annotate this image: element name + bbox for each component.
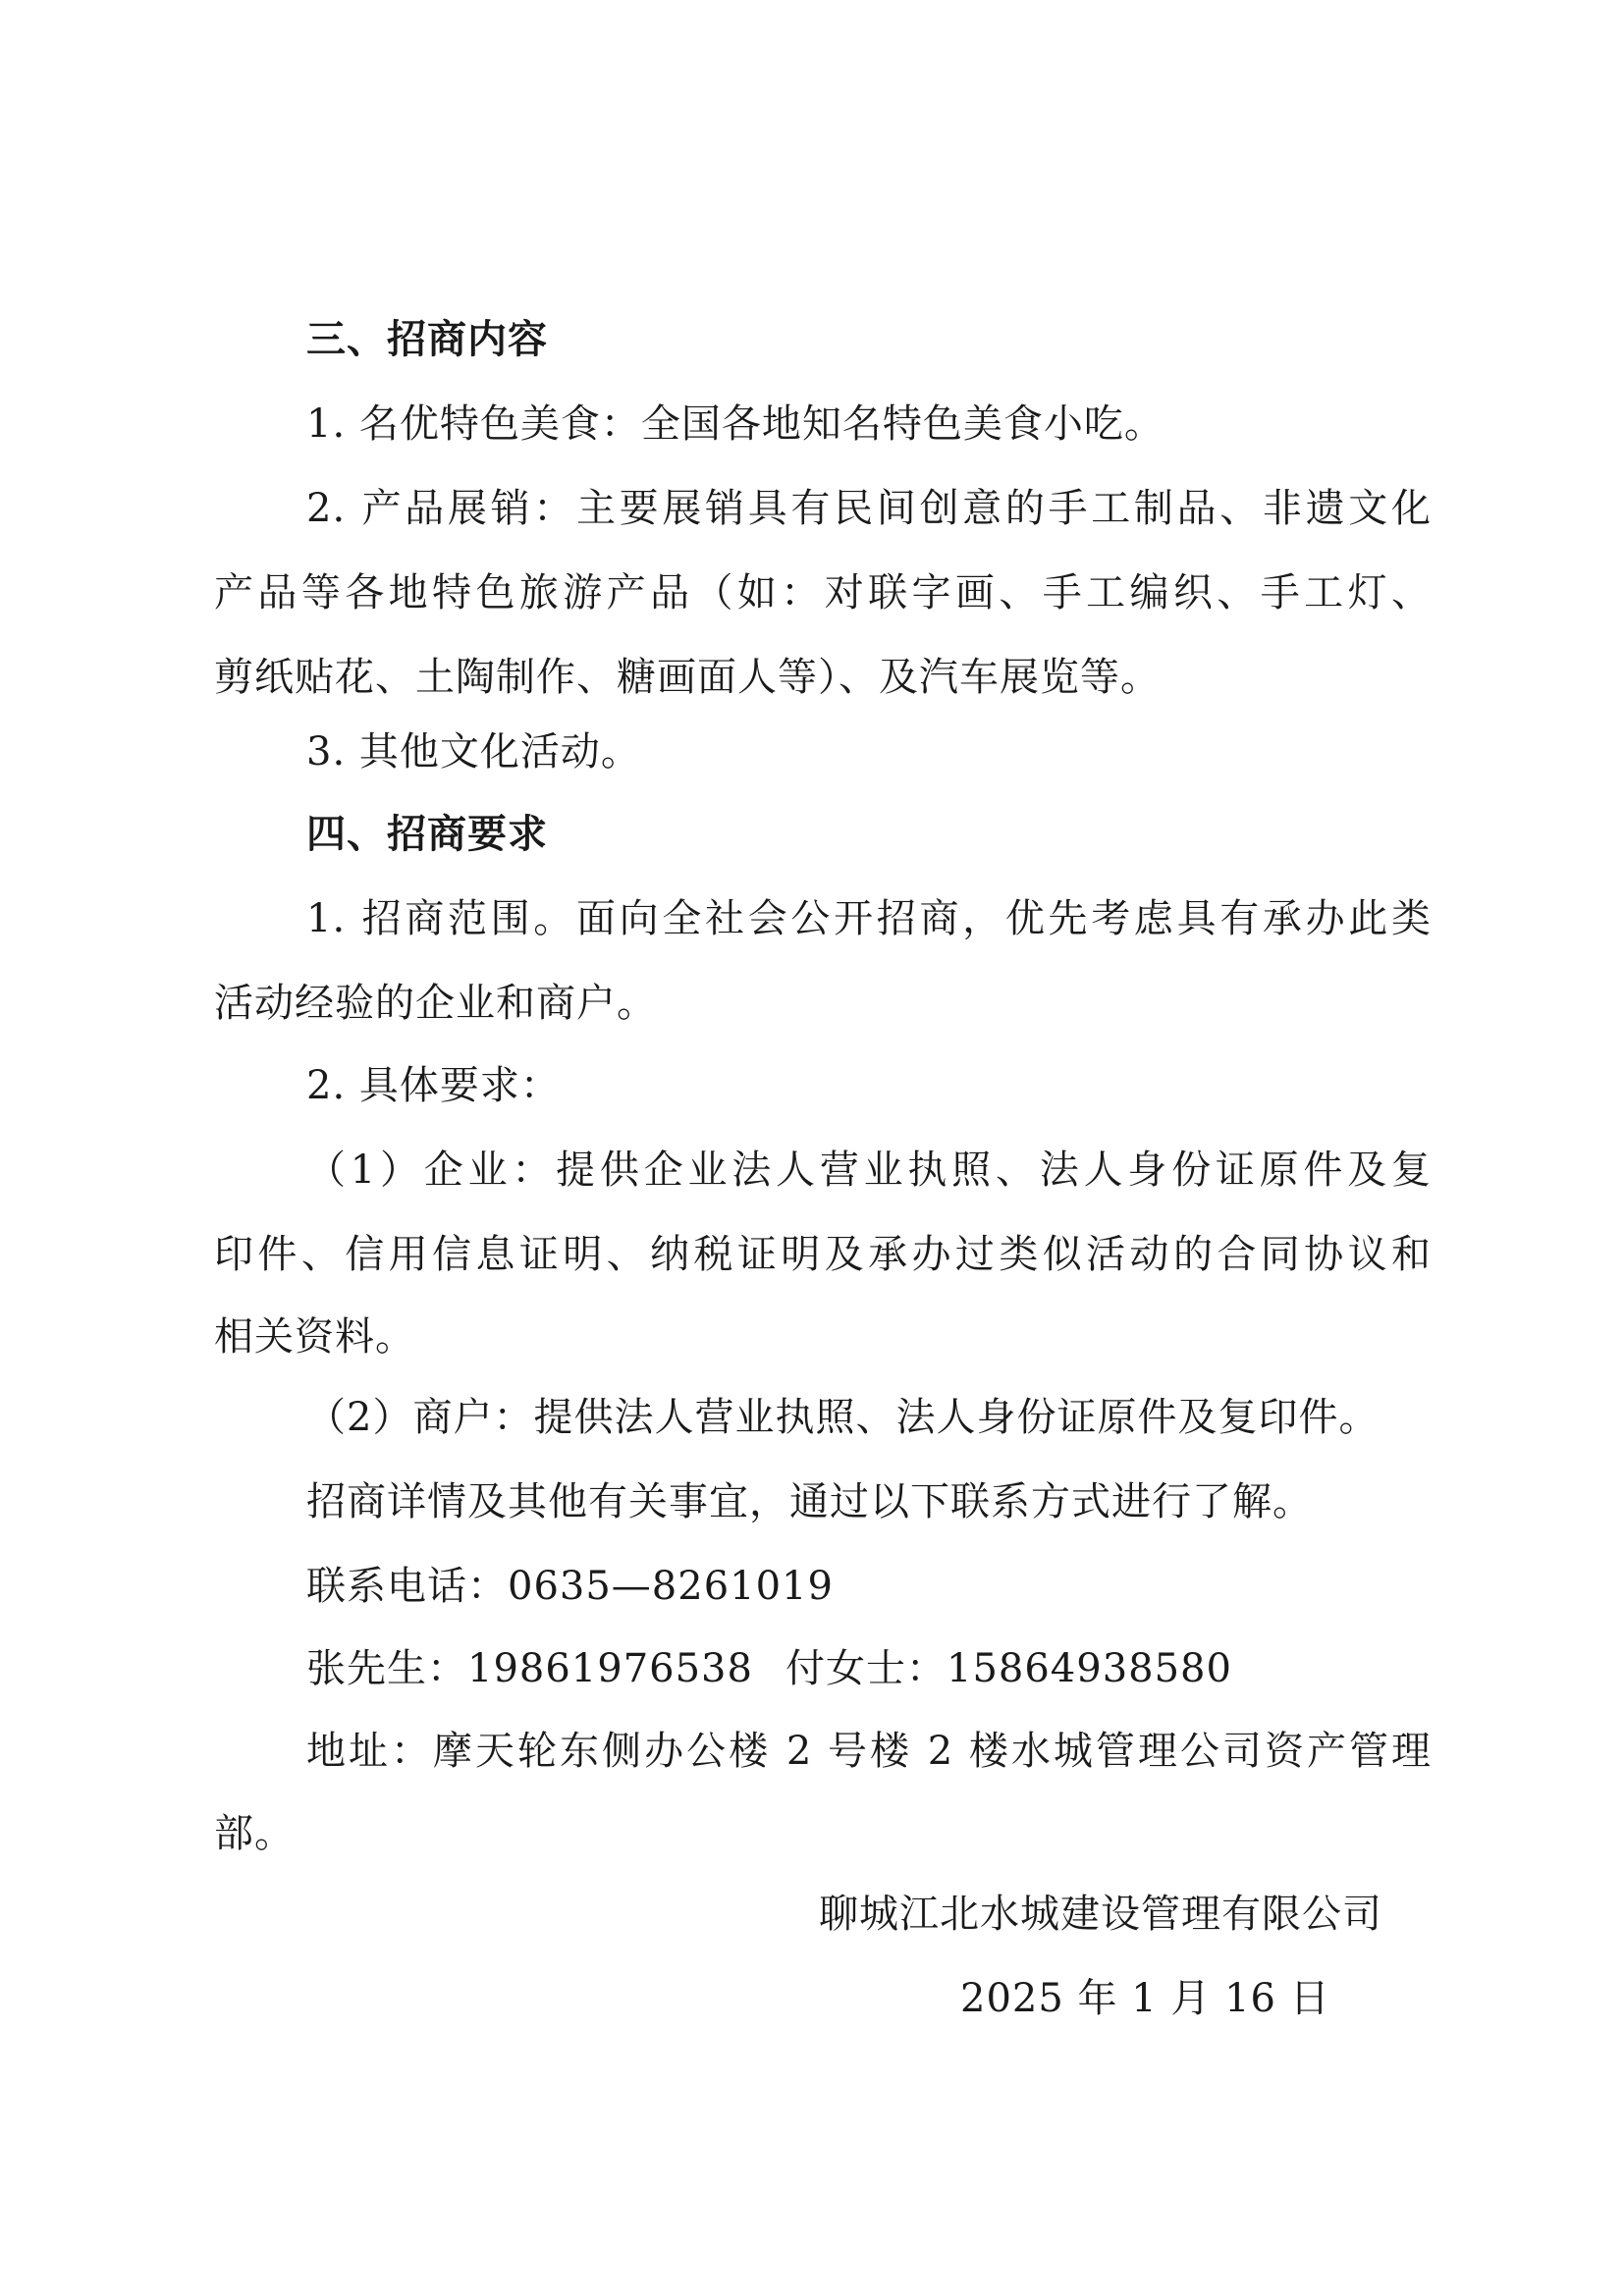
issuer-company: 聊城江北水城建设管理有限公司 — [819, 1892, 1382, 1937]
enterprise-requirement-line2: 印件、信用信息证明、纳税证明及承办过类似活动的合同协议和 — [214, 1232, 1432, 1277]
contact-person-fu: 付女士：15864938580 — [785, 1646, 1232, 1691]
item-product-exhibition-line1: 2. 产品展销：主要展销具有民间创意的手工制品、非遗文化 — [306, 486, 1432, 531]
contact-intro: 招商详情及其他有关事宜，通过以下联系方式进行了解。 — [306, 1479, 1313, 1524]
merchant-requirement: （2）商户：提供法人营业执照、法人身份证原件及复印件。 — [306, 1395, 1380, 1440]
contact-person-zhang: 张先生：19861976538 — [306, 1646, 753, 1691]
specific-requirements: 2. 具体要求： — [306, 1063, 561, 1108]
item-product-exhibition-line3: 剪纸贴花、土陶制作、糖画面人等）、及汽车展览等。 — [214, 655, 1161, 700]
contact-address-line1: 地址：摩天轮东侧办公楼 2 号楼 2 楼水城管理公司资产管理 — [306, 1729, 1432, 1774]
scope-line1: 1. 招商范围。面向全社会公开招商，优先考虑具有承办此类 — [306, 896, 1432, 941]
issue-date: 2025 年 1 月 16 日 — [960, 1976, 1330, 2021]
enterprise-requirement-line3: 相关资料。 — [214, 1314, 415, 1360]
item-product-exhibition-line2: 产品等各地特色旅游产品（如：对联字画、手工编织、手工灯、 — [214, 570, 1432, 615]
section-heading-investment-content: 三、招商内容 — [306, 317, 548, 362]
scope-line2: 活动经验的企业和商户。 — [214, 981, 657, 1026]
enterprise-requirement-line1: （1）企业：提供企业法人营业执照、法人身份证原件及复 — [306, 1148, 1432, 1193]
section-heading-investment-requirements: 四、招商要求 — [306, 812, 548, 857]
contact-address-line2: 部。 — [214, 1811, 295, 1856]
contact-phone: 联系电话：0635—8261019 — [306, 1564, 834, 1609]
item-other-activities: 3. 其他文化活动。 — [306, 729, 641, 774]
item-specialty-food: 1. 名优特色美食：全国各地知名特色美食小吃。 — [306, 401, 1164, 447]
